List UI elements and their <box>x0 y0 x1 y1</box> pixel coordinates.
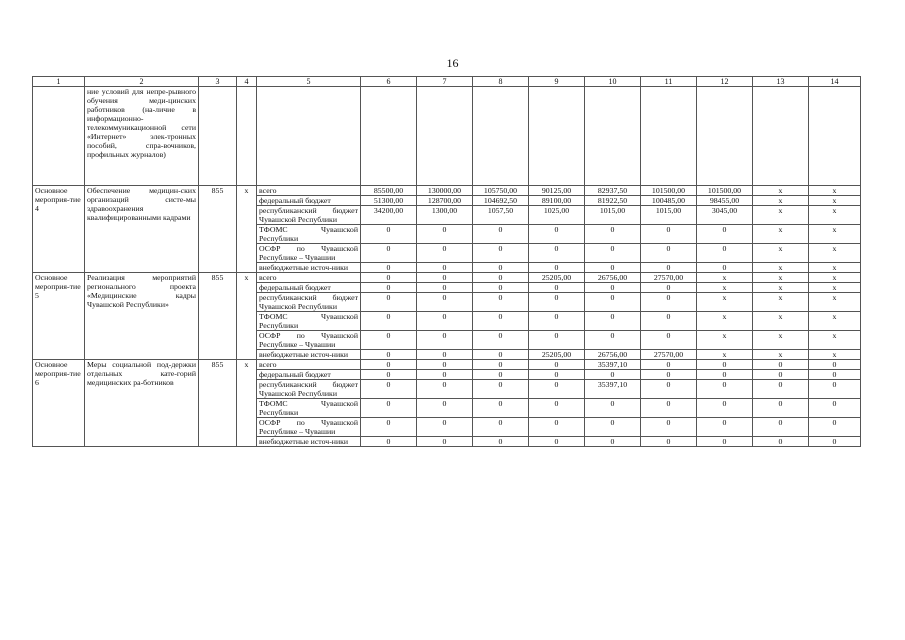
value-cell: 0 <box>809 360 861 370</box>
value-cell: 0 <box>473 360 529 370</box>
value-cell: x <box>697 283 753 293</box>
value-cell: 0 <box>585 437 641 447</box>
value-cell: x <box>697 312 753 331</box>
value-cell: 35397,10 <box>585 360 641 370</box>
value-cell: 81922,50 <box>585 196 641 206</box>
header-cell: 10 <box>585 77 641 87</box>
funding-source: ОСФР по Чувашской Республике – Чувашии <box>257 244 361 263</box>
value-cell: 0 <box>529 225 585 244</box>
value-cell: x <box>809 225 861 244</box>
continuation-row <box>33 87 861 186</box>
value-cell: 89100,00 <box>529 196 585 206</box>
value-cell: 27570,00 <box>641 273 697 283</box>
header-cell: 12 <box>697 77 753 87</box>
value-cell: x <box>697 273 753 283</box>
table-body <box>33 77 861 447</box>
value-cell: 0 <box>585 283 641 293</box>
value-cell: x <box>753 293 809 312</box>
header-cell: 6 <box>361 77 417 87</box>
value-cell: 0 <box>473 263 529 273</box>
value-cell: 27570,00 <box>641 350 697 360</box>
value-cell: 0 <box>417 225 473 244</box>
value-cell: 0 <box>361 293 417 312</box>
value-cell: 0 <box>361 225 417 244</box>
block-c4: x <box>237 360 257 447</box>
empty-cell <box>199 87 237 186</box>
value-cell: 34200,00 <box>361 206 417 225</box>
value-cell: 0 <box>753 370 809 380</box>
value-cell: 90125,00 <box>529 186 585 196</box>
value-cell: x <box>809 293 861 312</box>
value-cell: 0 <box>585 263 641 273</box>
value-cell: 0 <box>809 399 861 418</box>
funding-source: республиканский бюджет Чувашской Республики <box>257 206 361 225</box>
value-cell: 0 <box>753 360 809 370</box>
value-cell: 0 <box>361 360 417 370</box>
header-cell: 2 <box>85 77 199 87</box>
empty-cell <box>753 87 809 186</box>
table-row <box>33 360 861 370</box>
value-cell: 0 <box>417 399 473 418</box>
value-cell: x <box>809 283 861 293</box>
value-cell: 0 <box>641 244 697 263</box>
value-cell: 0 <box>641 399 697 418</box>
value-cell: 25205,00 <box>529 350 585 360</box>
empty-cell <box>697 87 753 186</box>
funding-source: федеральный бюджет <box>257 370 361 380</box>
header-cell: 13 <box>753 77 809 87</box>
value-cell: 0 <box>361 244 417 263</box>
value-cell: 0 <box>473 312 529 331</box>
funding-source: ОСФР по Чувашской Республике – Чувашии <box>257 418 361 437</box>
value-cell: 0 <box>473 331 529 350</box>
value-cell: 0 <box>417 263 473 273</box>
funding-source: внебюджетные источ-ники <box>257 350 361 360</box>
value-cell: 0 <box>697 225 753 244</box>
value-cell: 1300,00 <box>417 206 473 225</box>
empty-cell <box>529 87 585 186</box>
value-cell: 0 <box>641 370 697 380</box>
empty-cell <box>237 87 257 186</box>
value-cell: 0 <box>697 244 753 263</box>
value-cell: 101500,00 <box>697 186 753 196</box>
header-cell: 8 <box>473 77 529 87</box>
value-cell: 35397,10 <box>585 380 641 399</box>
value-cell: 85500,00 <box>361 186 417 196</box>
continuation-text: ние условий для непре-рывного обучения меди-цинских работников (на-личие в информационно-телекоммуникационной сети «Интернет» элек-тронных пособий, спра-вочников, профильных журналов) <box>85 87 199 186</box>
value-cell: 0 <box>697 370 753 380</box>
value-cell: 0 <box>753 399 809 418</box>
value-cell: 0 <box>473 273 529 283</box>
value-cell: x <box>753 244 809 263</box>
value-cell: 98455,00 <box>697 196 753 206</box>
value-cell: x <box>753 206 809 225</box>
value-cell: 0 <box>417 244 473 263</box>
value-cell: 0 <box>361 380 417 399</box>
block-c1: Основное мероприя-тие 4 <box>33 186 85 273</box>
value-cell: 1015,00 <box>585 206 641 225</box>
value-cell: 0 <box>361 263 417 273</box>
header-cell: 1 <box>33 77 85 87</box>
header-cell: 7 <box>417 77 473 87</box>
value-cell: x <box>753 312 809 331</box>
value-cell: 0 <box>809 437 861 447</box>
value-cell: 0 <box>417 331 473 350</box>
value-cell: 0 <box>361 273 417 283</box>
block-c4: x <box>237 273 257 360</box>
block-c4: x <box>237 186 257 273</box>
value-cell: 0 <box>361 370 417 380</box>
value-cell: x <box>697 350 753 360</box>
value-cell: 0 <box>697 263 753 273</box>
header-cell: 5 <box>257 77 361 87</box>
value-cell: 0 <box>641 312 697 331</box>
value-cell: 26756,00 <box>585 273 641 283</box>
value-cell: 0 <box>585 331 641 350</box>
value-cell: 0 <box>585 312 641 331</box>
value-cell: 0 <box>417 273 473 283</box>
value-cell: 82937,50 <box>585 186 641 196</box>
value-cell: 51300,00 <box>361 196 417 206</box>
header-row <box>33 77 861 87</box>
value-cell: 0 <box>417 283 473 293</box>
value-cell: 0 <box>473 399 529 418</box>
value-cell: 0 <box>417 437 473 447</box>
value-cell: 1025,00 <box>529 206 585 225</box>
funding-source: всего <box>257 360 361 370</box>
value-cell: 0 <box>529 418 585 437</box>
value-cell: 0 <box>361 283 417 293</box>
empty-cell <box>361 87 417 186</box>
value-cell: 0 <box>473 225 529 244</box>
value-cell: 101500,00 <box>641 186 697 196</box>
value-cell: 0 <box>585 293 641 312</box>
funding-source: федеральный бюджет <box>257 196 361 206</box>
empty-cell <box>473 87 529 186</box>
funding-source: ТФОМС Чувашской Республики <box>257 225 361 244</box>
value-cell: x <box>753 263 809 273</box>
value-cell: 0 <box>641 225 697 244</box>
empty-cell <box>809 87 861 186</box>
value-cell: 0 <box>529 263 585 273</box>
empty-cell <box>585 87 641 186</box>
value-cell: x <box>753 196 809 206</box>
value-cell: 0 <box>473 350 529 360</box>
value-cell: x <box>809 206 861 225</box>
value-cell: 0 <box>529 331 585 350</box>
value-cell: 0 <box>473 437 529 447</box>
value-cell: 0 <box>641 331 697 350</box>
value-cell: 0 <box>417 418 473 437</box>
value-cell: 0 <box>529 437 585 447</box>
value-cell: 0 <box>361 312 417 331</box>
block-c1: Основное мероприя-тие 6 <box>33 360 85 447</box>
value-cell: 0 <box>417 360 473 370</box>
value-cell: 0 <box>529 360 585 370</box>
value-cell: 1057,50 <box>473 206 529 225</box>
value-cell: 0 <box>697 399 753 418</box>
value-cell: 0 <box>361 350 417 360</box>
value-cell: 0 <box>697 380 753 399</box>
value-cell: 3045,00 <box>697 206 753 225</box>
empty-cell <box>417 87 473 186</box>
value-cell: 0 <box>473 283 529 293</box>
header-cell: 4 <box>237 77 257 87</box>
value-cell: 0 <box>529 312 585 331</box>
funding-source: ТФОМС Чувашской Республики <box>257 312 361 331</box>
value-cell: x <box>809 263 861 273</box>
value-cell: x <box>753 186 809 196</box>
value-cell: 0 <box>417 380 473 399</box>
value-cell: 0 <box>361 437 417 447</box>
value-cell: x <box>809 273 861 283</box>
value-cell: 128700,00 <box>417 196 473 206</box>
funding-source: всего <box>257 186 361 196</box>
value-cell: 0 <box>641 380 697 399</box>
value-cell: 1015,00 <box>641 206 697 225</box>
value-cell: x <box>809 186 861 196</box>
value-cell: 0 <box>585 370 641 380</box>
block-c1: Основное мероприя-тие 5 <box>33 273 85 360</box>
value-cell: 0 <box>417 370 473 380</box>
value-cell: 0 <box>529 293 585 312</box>
value-cell: 0 <box>529 283 585 293</box>
value-cell: 0 <box>529 399 585 418</box>
value-cell: 0 <box>753 437 809 447</box>
value-cell: x <box>753 225 809 244</box>
value-cell: 0 <box>641 360 697 370</box>
funding-source: внебюджетные источ-ники <box>257 437 361 447</box>
value-cell: 0 <box>473 380 529 399</box>
block-c3: 855 <box>199 186 237 273</box>
funding-source: ОСФР по Чувашской Республике – Чувашии <box>257 331 361 350</box>
value-cell: 0 <box>361 399 417 418</box>
funding-source: федеральный бюджет <box>257 283 361 293</box>
table-row <box>33 186 861 196</box>
value-cell: 0 <box>473 418 529 437</box>
value-cell: 105750,00 <box>473 186 529 196</box>
block-c2: Реализация мероприятий регионального проекта «Медицинские кадры Чувашской Республики» <box>85 273 199 360</box>
value-cell: 0 <box>809 370 861 380</box>
empty-cell <box>33 87 85 186</box>
value-cell: 0 <box>641 293 697 312</box>
value-cell: x <box>753 350 809 360</box>
value-cell: x <box>697 331 753 350</box>
value-cell: x <box>697 293 753 312</box>
value-cell: 0 <box>809 380 861 399</box>
value-cell: 0 <box>641 437 697 447</box>
value-cell: 0 <box>529 380 585 399</box>
header-cell: 9 <box>529 77 585 87</box>
value-cell: x <box>809 350 861 360</box>
value-cell: 0 <box>473 370 529 380</box>
value-cell: 104692,50 <box>473 196 529 206</box>
value-cell: x <box>809 331 861 350</box>
value-cell: 0 <box>585 399 641 418</box>
value-cell: 0 <box>361 331 417 350</box>
funding-source: ТФОМС Чувашской Республики <box>257 399 361 418</box>
value-cell: 0 <box>809 418 861 437</box>
value-cell: 0 <box>417 312 473 331</box>
block-c2: Меры социальной под-держки отдельных кате-горий медицинских ра-ботников <box>85 360 199 447</box>
value-cell: 0 <box>697 360 753 370</box>
value-cell: x <box>753 331 809 350</box>
header-cell: 3 <box>199 77 237 87</box>
value-cell: 0 <box>641 418 697 437</box>
value-cell: 0 <box>529 370 585 380</box>
value-cell: 0 <box>473 244 529 263</box>
value-cell: x <box>809 196 861 206</box>
value-cell: 0 <box>417 350 473 360</box>
budget-table <box>32 76 861 447</box>
value-cell: 130000,00 <box>417 186 473 196</box>
table-row <box>33 273 861 283</box>
value-cell: 0 <box>585 225 641 244</box>
page-number: 16 <box>446 56 459 70</box>
value-cell: 0 <box>361 418 417 437</box>
value-cell: x <box>809 244 861 263</box>
value-cell: 0 <box>417 293 473 312</box>
value-cell: x <box>809 312 861 331</box>
value-cell: 26756,00 <box>585 350 641 360</box>
funding-source: республиканский бюджет Чувашской Республики <box>257 293 361 312</box>
value-cell: 25205,00 <box>529 273 585 283</box>
value-cell: 0 <box>585 244 641 263</box>
funding-source: республиканский бюджет Чувашской Республики <box>257 380 361 399</box>
header-cell: 14 <box>809 77 861 87</box>
value-cell: 0 <box>473 293 529 312</box>
block-c2: Обеспечение медицин-ских организаций систе-мы здравоохранения квалифицированными кадрами <box>85 186 199 273</box>
block-c3: 855 <box>199 273 237 360</box>
value-cell: 0 <box>641 263 697 273</box>
header-cell: 11 <box>641 77 697 87</box>
empty-cell <box>641 87 697 186</box>
value-cell: 0 <box>641 283 697 293</box>
value-cell: 0 <box>753 380 809 399</box>
value-cell: x <box>753 273 809 283</box>
value-cell: 0 <box>697 418 753 437</box>
funding-source: внебюджетные источ-ники <box>257 263 361 273</box>
value-cell: 0 <box>529 244 585 263</box>
value-cell: 0 <box>585 418 641 437</box>
value-cell: 0 <box>697 437 753 447</box>
value-cell: 100485,00 <box>641 196 697 206</box>
funding-source: всего <box>257 273 361 283</box>
block-c3: 855 <box>199 360 237 447</box>
empty-cell <box>257 87 361 186</box>
value-cell: x <box>753 283 809 293</box>
value-cell: 0 <box>753 418 809 437</box>
